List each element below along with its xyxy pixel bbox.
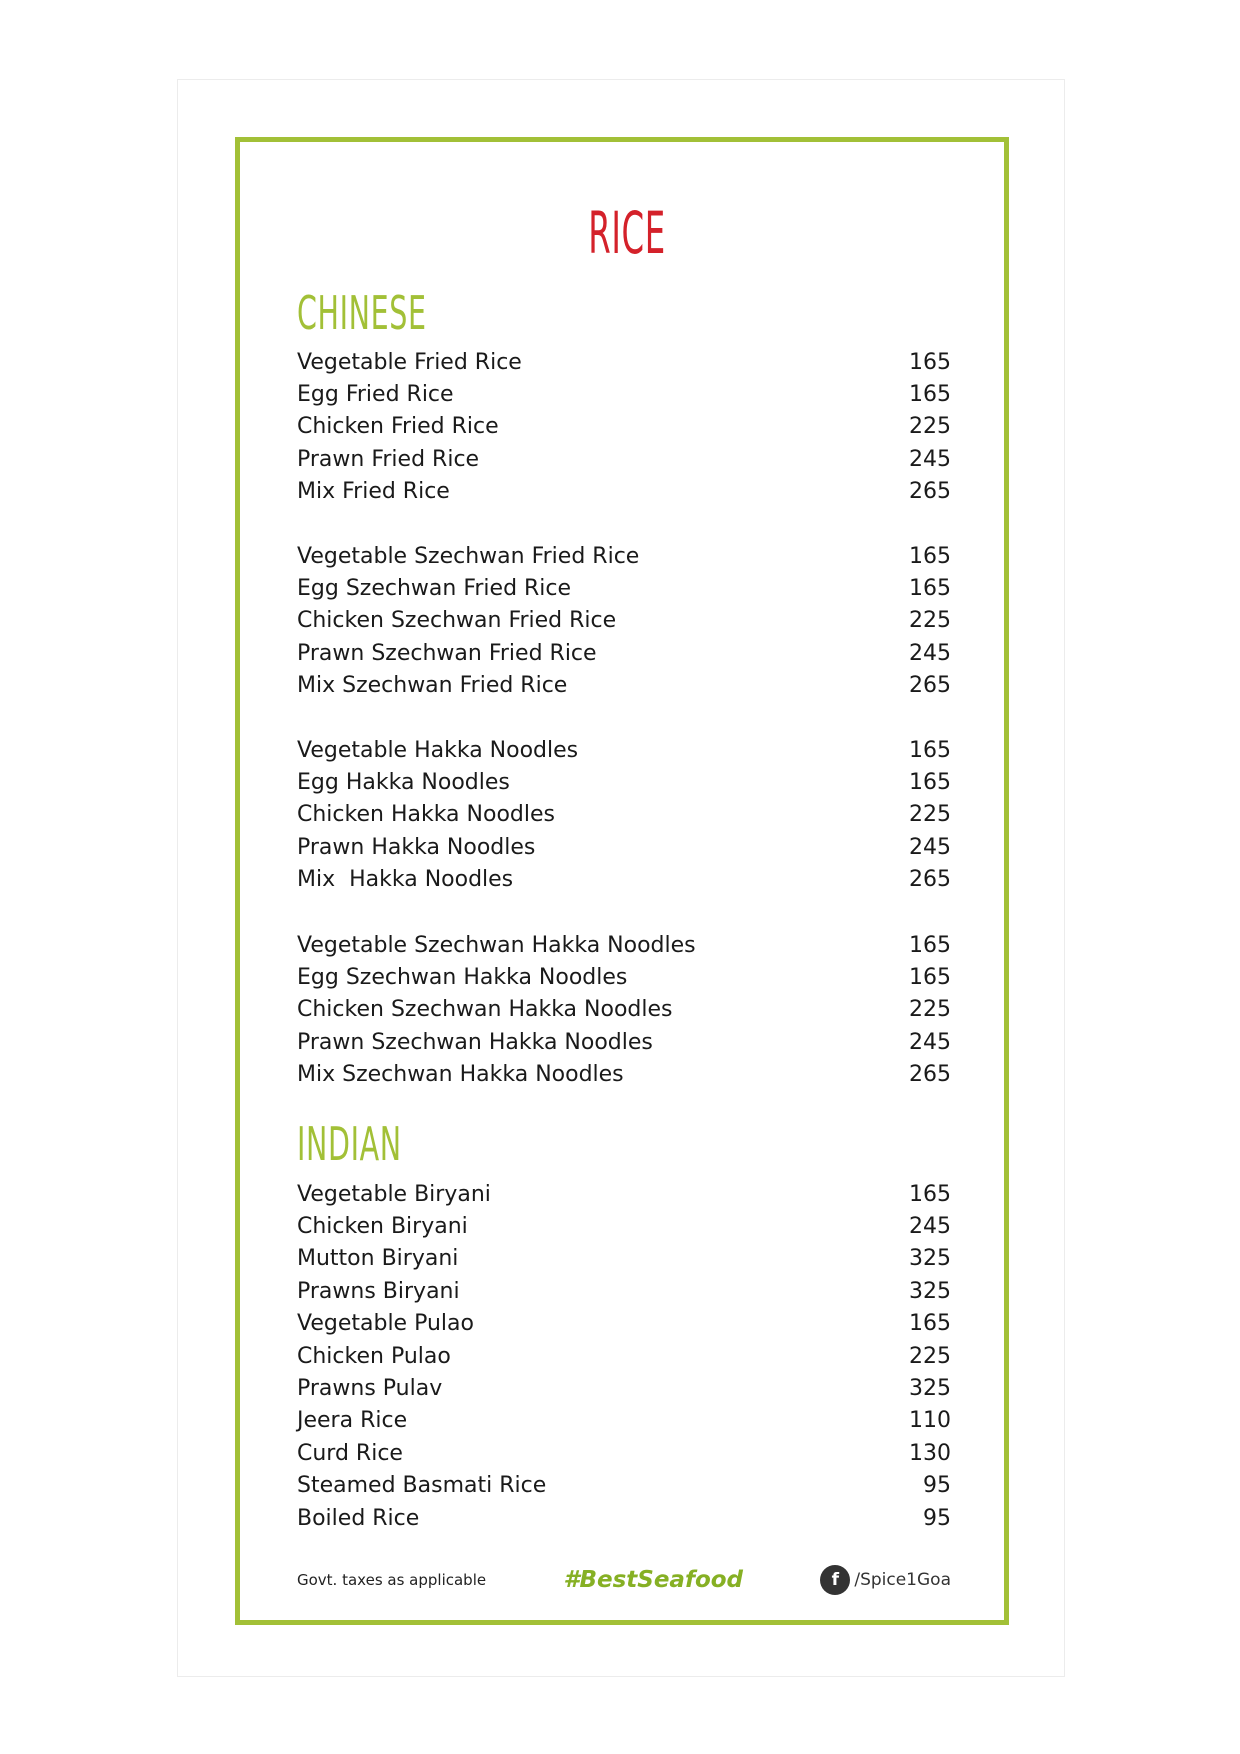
menu-frame bbox=[235, 137, 1009, 1625]
menu-item bbox=[297, 476, 951, 508]
section-heading-chinese: CHINESE bbox=[297, 286, 427, 340]
item-price: 225 bbox=[909, 997, 951, 1023]
menu-item bbox=[297, 540, 951, 572]
social-handle bbox=[820, 1565, 951, 1595]
menu-item bbox=[297, 1243, 951, 1275]
page-title: RICE bbox=[588, 199, 666, 267]
item-name: Prawn Hakka Noodles bbox=[297, 834, 536, 860]
item-name: Prawn Fried Rice bbox=[297, 446, 480, 472]
menu-item bbox=[297, 1308, 951, 1340]
social-handle-text: /Spice1Goa bbox=[854, 1570, 951, 1590]
menu-item bbox=[297, 864, 951, 896]
tax-note: Govt. taxes as applicable bbox=[297, 1571, 487, 1589]
menu-item bbox=[297, 1210, 951, 1242]
hashtag: #BestSeafood bbox=[563, 1567, 744, 1593]
item-price: 225 bbox=[909, 608, 951, 634]
item-price: 225 bbox=[909, 1343, 951, 1369]
item-name: Vegetable Szechwan Hakka Noodles bbox=[297, 932, 696, 958]
item-price: 165 bbox=[909, 349, 951, 375]
menu-list-chinese-szechwan-noodles bbox=[297, 929, 951, 1091]
menu-list-indian bbox=[297, 1178, 951, 1534]
item-price: 95 bbox=[923, 1505, 951, 1531]
facebook-icon: f bbox=[820, 1565, 850, 1595]
item-name: Mutton Biryani bbox=[297, 1246, 459, 1272]
item-price: 165 bbox=[909, 737, 951, 763]
item-name: Chicken Szechwan Fried Rice bbox=[297, 608, 617, 634]
item-price: 165 bbox=[909, 382, 951, 408]
item-price: 165 bbox=[909, 543, 951, 569]
menu-item bbox=[297, 1178, 951, 1210]
menu-item bbox=[297, 1340, 951, 1372]
item-name: Egg Fried Rice bbox=[297, 382, 454, 408]
menu-item bbox=[297, 1405, 951, 1437]
menu-item bbox=[297, 1502, 951, 1534]
menu-item bbox=[297, 766, 951, 798]
item-name: Vegetable Fried Rice bbox=[297, 349, 522, 375]
menu-item bbox=[297, 346, 951, 378]
item-name: Chicken Fried Rice bbox=[297, 414, 499, 440]
item-price: 130 bbox=[909, 1440, 951, 1466]
menu-item bbox=[297, 1026, 951, 1058]
menu-item bbox=[297, 1059, 951, 1091]
item-price: 325 bbox=[909, 1278, 951, 1304]
menu-item bbox=[297, 1372, 951, 1404]
menu-item bbox=[297, 994, 951, 1026]
menu-item bbox=[297, 670, 951, 702]
item-name: Prawns Pulav bbox=[297, 1376, 443, 1402]
menu-list-chinese-hakka-noodles bbox=[297, 734, 951, 896]
item-name: Chicken Biryani bbox=[297, 1214, 468, 1240]
item-name: Curd Rice bbox=[297, 1440, 403, 1466]
item-price: 95 bbox=[923, 1473, 951, 1499]
item-price: 225 bbox=[909, 414, 951, 440]
item-name: Prawn Szechwan Fried Rice bbox=[297, 640, 597, 666]
item-price: 165 bbox=[909, 576, 951, 602]
item-price: 165 bbox=[909, 1181, 951, 1207]
item-name: Prawns Biryani bbox=[297, 1278, 460, 1304]
item-price: 245 bbox=[909, 446, 951, 472]
menu-item bbox=[297, 1275, 951, 1307]
item-price: 110 bbox=[909, 1408, 951, 1434]
item-name: Egg Szechwan Fried Rice bbox=[297, 576, 572, 602]
item-name: Jeera Rice bbox=[297, 1408, 408, 1434]
item-name: Egg Hakka Noodles bbox=[297, 770, 510, 796]
menu-footer bbox=[297, 1560, 951, 1600]
item-name: Mix Hakka Noodles bbox=[297, 867, 514, 893]
menu-item bbox=[297, 831, 951, 863]
item-price: 225 bbox=[909, 802, 951, 828]
item-name: Prawn Szechwan Hakka Noodles bbox=[297, 1029, 653, 1055]
item-name: Vegetable Pulao bbox=[297, 1311, 474, 1337]
item-price: 165 bbox=[909, 932, 951, 958]
menu-item bbox=[297, 605, 951, 637]
item-name: Chicken Pulao bbox=[297, 1343, 451, 1369]
item-name: Mix Szechwan Hakka Noodles bbox=[297, 1062, 624, 1088]
item-name: Vegetable Hakka Noodles bbox=[297, 737, 579, 763]
item-name: Mix Szechwan Fried Rice bbox=[297, 673, 568, 699]
item-price: 265 bbox=[909, 673, 951, 699]
menu-item bbox=[297, 929, 951, 961]
item-name: Vegetable Szechwan Fried Rice bbox=[297, 543, 640, 569]
menu-item bbox=[297, 1470, 951, 1502]
item-price: 245 bbox=[909, 1214, 951, 1240]
item-price: 165 bbox=[909, 770, 951, 796]
item-price: 265 bbox=[909, 867, 951, 893]
item-price: 325 bbox=[909, 1376, 951, 1402]
item-price: 265 bbox=[909, 479, 951, 505]
item-price: 245 bbox=[909, 834, 951, 860]
menu-item bbox=[297, 734, 951, 766]
item-name: Vegetable Biryani bbox=[297, 1181, 491, 1207]
menu-item bbox=[297, 799, 951, 831]
item-price: 165 bbox=[909, 965, 951, 991]
menu-list-chinese-fried-rice bbox=[297, 346, 951, 508]
menu-item bbox=[297, 411, 951, 443]
item-price: 245 bbox=[909, 640, 951, 666]
item-price: 265 bbox=[909, 1062, 951, 1088]
menu-item bbox=[297, 443, 951, 475]
item-name: Steamed Basmati Rice bbox=[297, 1473, 547, 1499]
item-name: Mix Fried Rice bbox=[297, 479, 450, 505]
item-name: Chicken Hakka Noodles bbox=[297, 802, 555, 828]
item-price: 165 bbox=[909, 1311, 951, 1337]
item-name: Boiled Rice bbox=[297, 1505, 420, 1531]
menu-item bbox=[297, 637, 951, 669]
section-heading-indian: INDIAN bbox=[297, 1117, 402, 1171]
item-name: Egg Szechwan Hakka Noodles bbox=[297, 965, 628, 991]
menu-item bbox=[297, 572, 951, 604]
menu-list-chinese-szechwan-rice bbox=[297, 540, 951, 702]
item-price: 325 bbox=[909, 1246, 951, 1272]
item-name: Chicken Szechwan Hakka Noodles bbox=[297, 997, 673, 1023]
menu-item bbox=[297, 378, 951, 410]
menu-item bbox=[297, 961, 951, 993]
menu-item bbox=[297, 1437, 951, 1469]
item-price: 245 bbox=[909, 1029, 951, 1055]
